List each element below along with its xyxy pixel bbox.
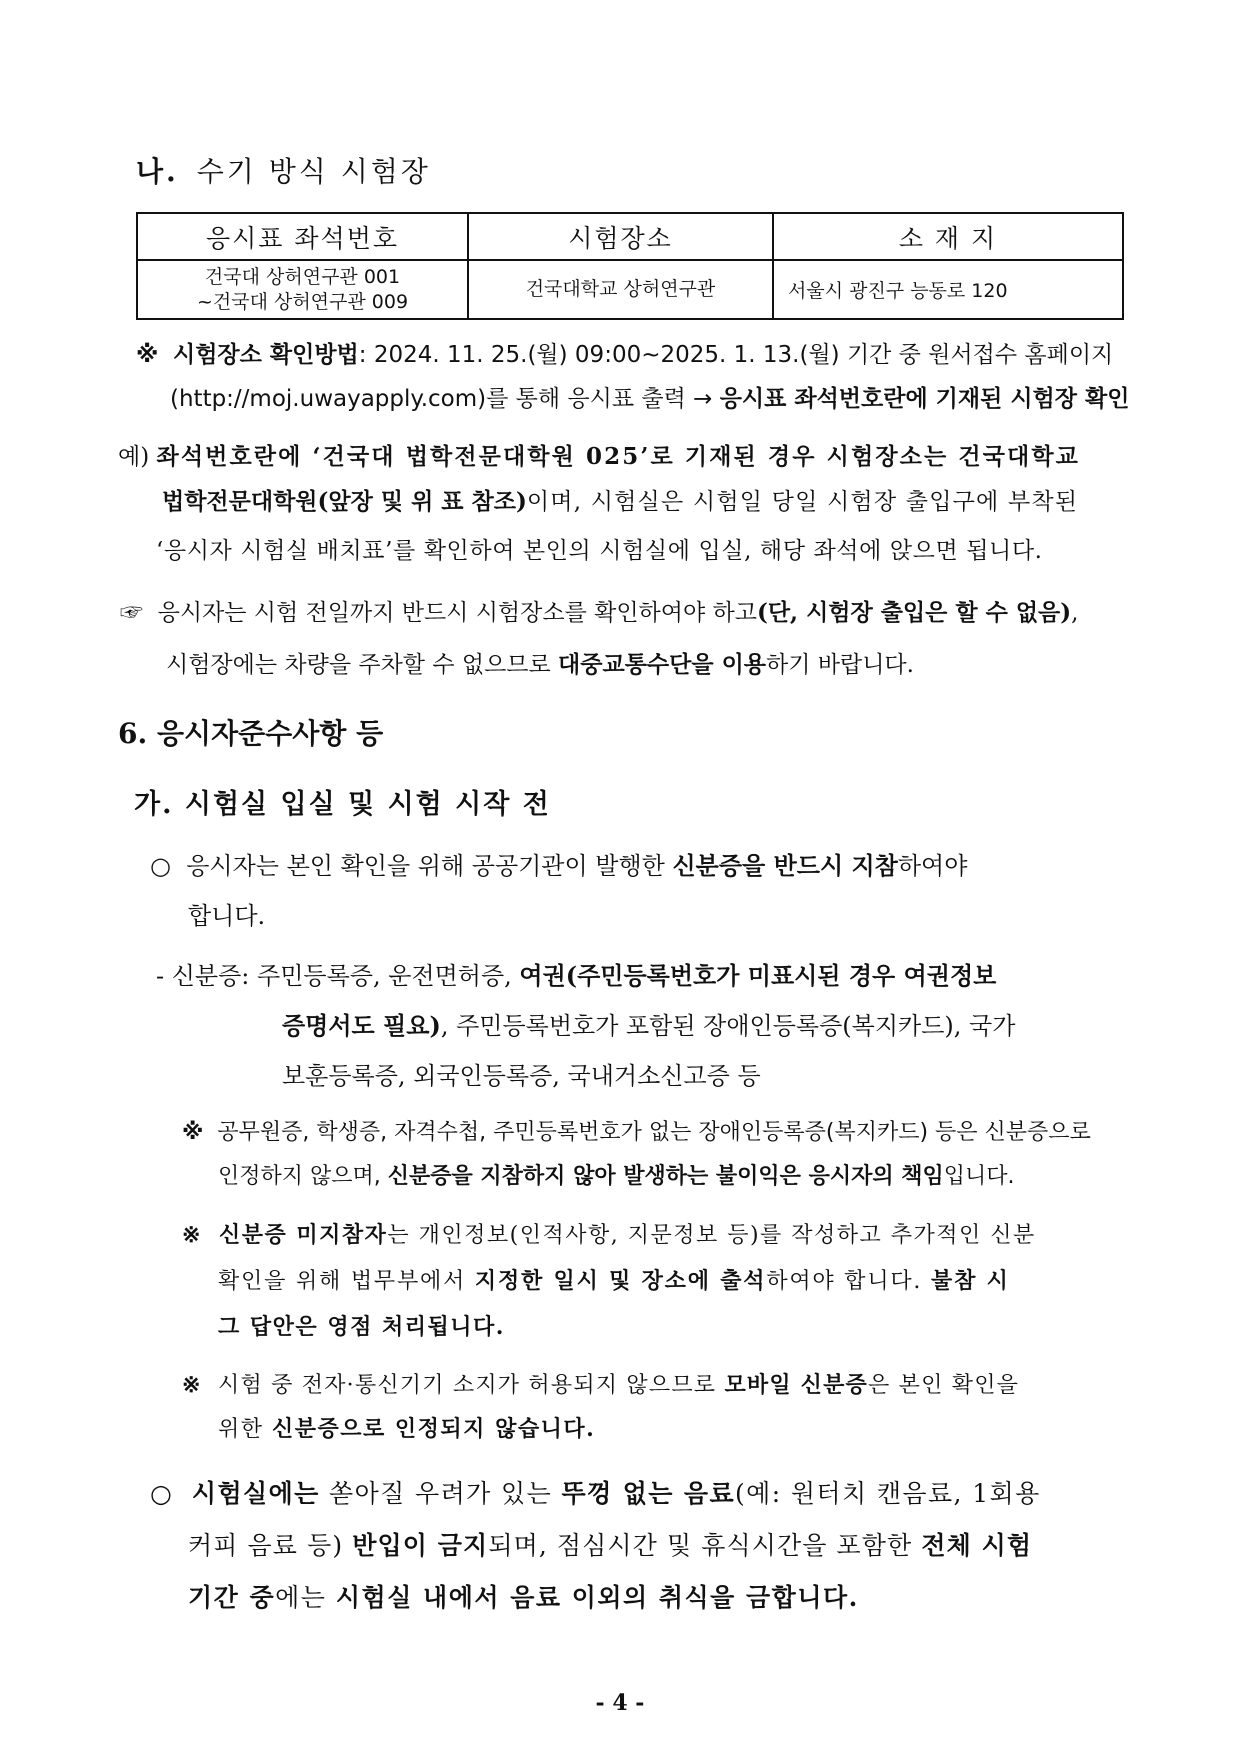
- example-text: 좌석번호란에 ‘건국대 법학전문대학원 025’로 기재된 경우 시험장소는 건국대학교: [156, 443, 1080, 470]
- bullet-drinks-line2: [188, 1526, 1032, 1562]
- pointer-text: ,: [1071, 600, 1079, 626]
- address-cell: 서울시 광진구 능동로 120: [773, 260, 1123, 319]
- note-no-id-line1: [182, 1220, 1036, 1251]
- bullet-text: 쏟아질 우려가 있는: [319, 1479, 562, 1508]
- example-emphasis: 법학전문대학원(앞장 및 위 표 참조): [162, 488, 527, 515]
- notice-label: 시험장소 확인방법: [173, 342, 359, 368]
- reference-mark: ※: [182, 1372, 202, 1398]
- pointer-text: 시험장에는 차량을 주차할 수 없으므로: [166, 652, 559, 678]
- note-text: 확인을 위해 법무부에서: [218, 1269, 475, 1294]
- id-list-text: 주민등록증, 운전면허증,: [257, 962, 520, 990]
- table-header: 소 재 지: [773, 213, 1123, 260]
- notice-emphasis: 응시표 좌석번호란에 기재된 시험장 확인: [719, 386, 1130, 412]
- example-text: ‘응시자 시험실 배치표’를 확인하여 본인의 시험실에 입실, 해당 좌석에 앉으면 됩니다.: [156, 538, 1043, 564]
- section-heading-ga: 가. 시험실 입실 및 시험 시작 전: [134, 789, 551, 820]
- reference-mark: ※: [182, 1222, 202, 1248]
- notice-text: : 2024. 11. 25.(월) 09:00~2025. 1. 13.(월) 기간 중 원서접수 홈페이지: [358, 342, 1114, 368]
- note-emphasis: 신분증을 지참하지 않아 발생하는 불이익은 응시자의 책임: [387, 1164, 944, 1189]
- bullet-text: 하여야: [897, 852, 968, 880]
- id-list-line3: 보훈등록증, 외국인등록증, 국내거소신고증 등: [282, 1062, 761, 1090]
- bullet-id-required-line1: [150, 846, 967, 881]
- place-cell: 건국대학교 상허연구관: [468, 260, 773, 319]
- note-mobile-id-line2: [218, 1414, 595, 1445]
- note-invalid-id-line2: [218, 1162, 1015, 1192]
- note-no-id-line2: [218, 1266, 1010, 1297]
- table-header-row: [137, 213, 1123, 260]
- id-list-label: 신분증:: [171, 962, 250, 990]
- dash-bullet-icon: -: [156, 962, 165, 990]
- pointer-text: 응시자는 시험 전일까지 반드시 시험장소를 확인하여야 하고: [157, 600, 757, 626]
- seat-range-cell: [137, 260, 468, 319]
- note-text: 위한: [218, 1417, 272, 1442]
- bullet-id-required-line2: 합니다.: [188, 902, 266, 930]
- example-line3: [156, 536, 1043, 566]
- note-text: 시험 중 전자·통신기기 소지가 허용되지 않으므로: [218, 1373, 725, 1398]
- bullet-emphasis: 반입이 금지: [352, 1531, 489, 1560]
- note-invalid-id-line1: [182, 1118, 1091, 1148]
- note-emphasis: 지정한 일시 및 장소에 출석: [474, 1268, 767, 1294]
- exam-site-table: [136, 212, 1124, 320]
- notice-check-method-line2: [170, 384, 1129, 414]
- section-number: 나.: [136, 155, 179, 188]
- bullet-text: (예: 원터치 캔음료, 1회용: [735, 1479, 1041, 1508]
- pointer-text: 하기 바랍니다.: [766, 652, 914, 678]
- note-no-id-line3: [218, 1312, 505, 1343]
- id-list-text: , 주민등록번호가 포함된 장애인등록증(복지카드), 국가: [440, 1012, 1016, 1040]
- reference-mark: ※: [182, 1120, 204, 1145]
- notice-check-method: [136, 340, 1113, 370]
- pointer-icon: ☞: [120, 600, 143, 626]
- seat-end: ~건국대 상허연구관 009: [196, 290, 409, 313]
- section-title: 수기 방식 시험장: [196, 155, 431, 188]
- table-header: 응시표 좌석번호: [137, 213, 468, 260]
- id-list-line2: [282, 1006, 1015, 1041]
- note-text: 입니다.: [943, 1164, 1015, 1189]
- bullet-emphasis: 뚜껑 없는 음료: [561, 1479, 735, 1508]
- pointer-line2: [166, 650, 914, 680]
- table-header: 시험장소: [468, 213, 773, 260]
- example-line1: [118, 442, 1080, 472]
- pointer-line1: [120, 598, 1078, 628]
- note-emphasis: 신분증으로 인정되지 않습니다.: [272, 1416, 596, 1442]
- note-text: 인정하지 않으며,: [218, 1164, 388, 1189]
- pointer-emphasis: (단, 시험장 출입은 할 수 없음): [756, 599, 1072, 626]
- example-line2: [162, 487, 1078, 517]
- bullet-drinks-line1: [150, 1474, 1041, 1510]
- reference-mark: ※: [136, 342, 159, 368]
- note-text: 은 본인 확인을: [868, 1373, 1020, 1398]
- note-text: 공무원증, 학생증, 자격수첩, 주민등록번호가 없는 장애인등록증(복지카드) 등은 신분증으로: [217, 1120, 1091, 1145]
- circle-bullet-icon: ○: [150, 1479, 174, 1508]
- bullet-text: 되며, 점심시간 및 휴식시간을 포함한: [488, 1531, 922, 1560]
- bullet-text: 커피 음료 등): [188, 1531, 353, 1560]
- bullet-emphasis: 신분증을 반드시 지참: [672, 851, 898, 880]
- note-emphasis: 모바일 신분증: [724, 1372, 869, 1398]
- table-row: [137, 260, 1123, 319]
- section-heading-na: [136, 150, 431, 190]
- bullet-emphasis: 시험실에는: [191, 1479, 320, 1508]
- note-text: 는 개인정보(인적사항, 지문정보 등)를 작성하고 추가적인 신분: [387, 1223, 1036, 1248]
- note-text: 하여야 합니다.: [766, 1269, 932, 1294]
- note-emphasis: 불참 시: [931, 1268, 1010, 1294]
- notice-text: (http://moj.uwayapply.com)를 통해 응시표 출력 →: [170, 386, 720, 412]
- pointer-emphasis: 대중교통수단을 이용: [558, 651, 767, 678]
- note-emphasis: 그 답안은 영점 처리됩니다.: [218, 1314, 505, 1340]
- section-heading-6: 6. 응시자준수사항 등: [118, 717, 384, 750]
- note-mobile-id-line1: [182, 1370, 1019, 1401]
- id-list-emphasis: 여권(주민등록번호가 미표시된 경우 여권정보: [519, 961, 997, 990]
- bullet-emphasis: 시험실 내에서 음료 이외의 취식을 금합니다.: [335, 1583, 859, 1612]
- bullet-drinks-line3: [188, 1578, 859, 1614]
- circle-bullet-icon: ○: [150, 852, 171, 880]
- page-number: - 4 -: [595, 1690, 645, 1716]
- id-list-line1: [156, 956, 996, 991]
- note-emphasis: 신분증 미지참자: [218, 1222, 388, 1248]
- bullet-emphasis: 기간 중: [188, 1583, 276, 1612]
- example-mark: 예): [118, 444, 150, 470]
- bullet-text: 에는: [275, 1583, 336, 1612]
- seat-start: 건국대 상허연구관 001: [204, 265, 401, 288]
- bullet-text: 응시자는 본인 확인을 위해 공공기관이 발행한: [186, 852, 673, 880]
- example-text: 이며, 시험실은 시험일 당일 시험장 출입구에 부착된: [526, 489, 1079, 515]
- id-list-emphasis: 증명서도 필요): [282, 1011, 441, 1040]
- bullet-emphasis: 전체 시험: [921, 1531, 1033, 1560]
